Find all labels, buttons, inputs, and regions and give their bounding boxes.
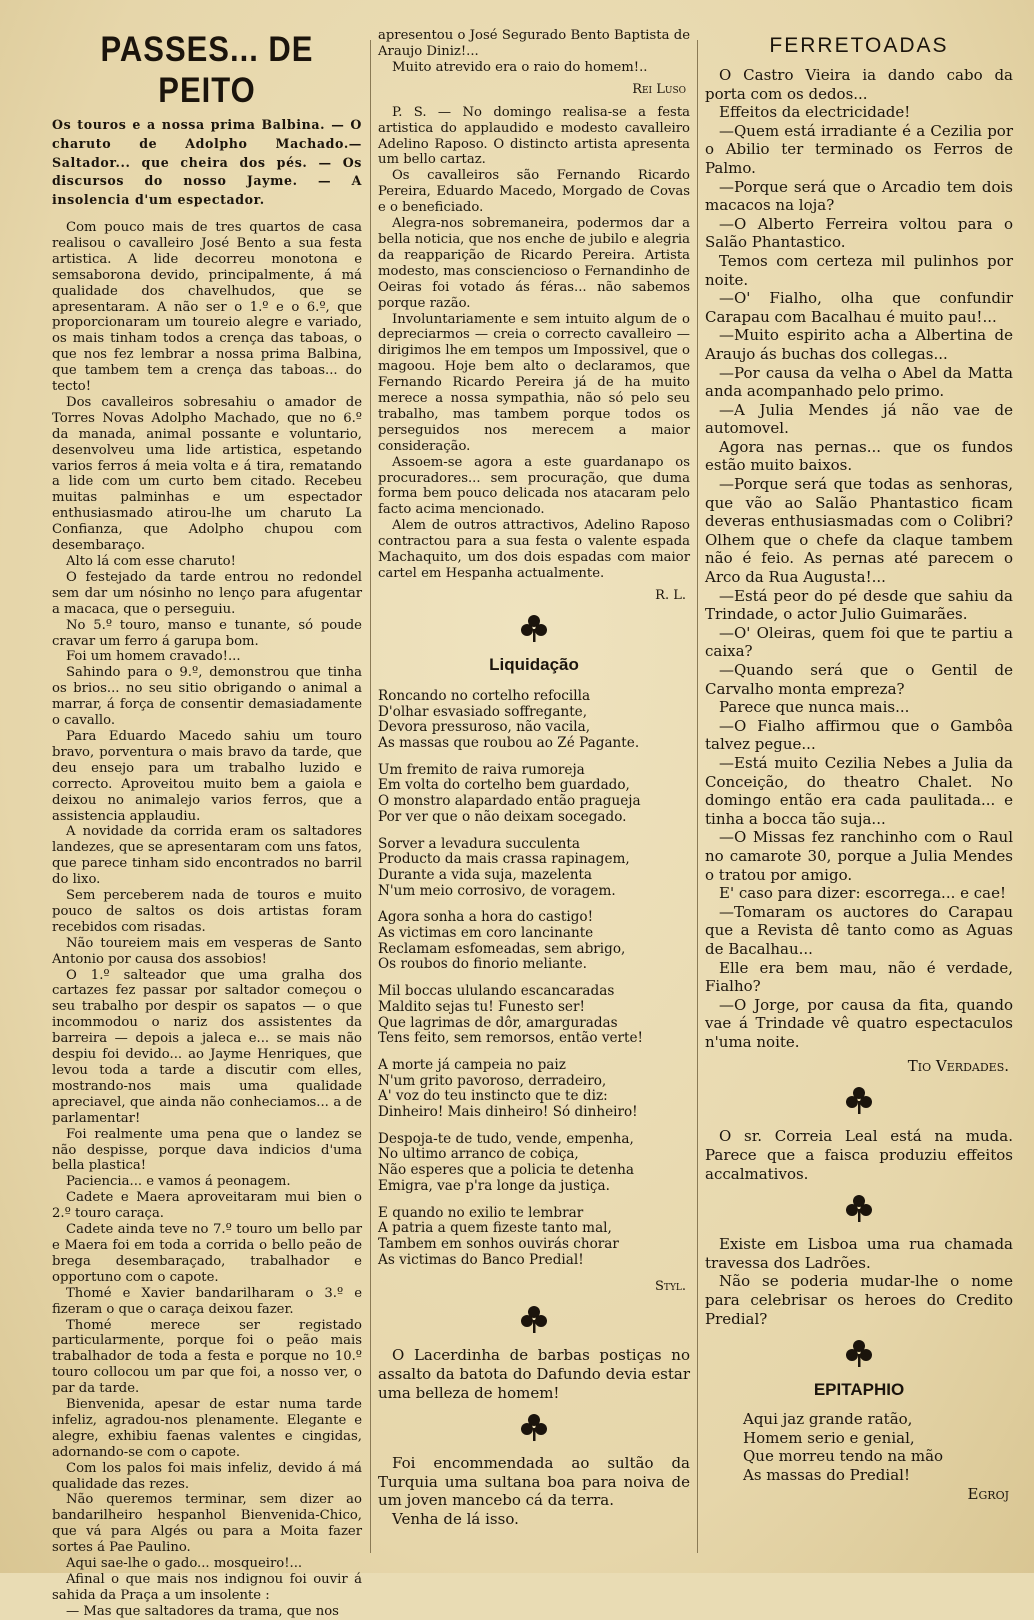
paragraph: Foi realmente uma pena que o landez se não despisse, porque dava indicios d'uma bella plastica! [52,1126,362,1174]
continued-text [378,28,690,76]
verse-line: Um fremito de raiva rumoreja [378,761,585,778]
paragraph: Cadete e Maera aproveitaram mui bien o 2.º touro caraça. [52,1190,362,1222]
paragraph: P. S. — No domingo realisa-se a festa artistica do applaudido e modesto cavalleiro Adelino Raposo. O distincto artista apresenta um bello cartaz. [378,104,690,168]
verse-line: Despoja-te de tudo, vende, empenha, [378,1130,634,1147]
verse-line: Devora pressuroso, não vacila, [378,719,591,736]
verse-line: N'um meio corrosivo, de voragem. [378,882,616,899]
verse-line: As massas que roubou ao Zé Pagante. [378,735,640,752]
paragraph: Thomé e Xavier bandarilharam o 3.º e fizeram o que o caraça deixou fazer. [52,1285,362,1317]
paragraph: O Lacerdinha de barbas postiças no assalto da batota do Dafundo devia estar uma belleza de homem! [378,1346,690,1402]
paragraph: Elle era bem mau, não é verdade, Fialho? [705,958,1013,996]
paragraph: Effeitos da electricidade! [719,103,911,122]
verse-line: Durante a vida suja, mazelenta [378,866,593,883]
column-divider [697,40,698,1553]
paragraph: Com pouco mais de tres quartos de casa realisou o cavalleiro José Bento a sua festa artistica. A lide decorreu monotona e semsaborona devido, principalmente, á má qualidade dos chavelhudos, que se apresentaram. A não ser o 1.º e o 6.º, que proporcionaram um toureio alegre e variado, os mais tinham todos a crença das taboas, o que nos fez lembrar a nossa prima Balbina, que tambem tem a crença das taboas... do tecto! [52,219,362,395]
paragraph: —O' Oleiras, quem foi que te partiu a caixa? [705,623,1013,661]
clover-icon [844,1338,874,1368]
paragraph: —Porque será que o Arcadio tem dois macacos na loja? [705,177,1013,215]
stanza [378,984,690,1047]
verse-line: Roncando no cortelho refocilla [378,687,591,704]
signature: R. L. [655,587,686,603]
column-passes-de-peito [52,28,362,1620]
paragraph: Com los palos foi mais infeliz, devido á má qualidade das rezes. [52,1460,362,1492]
verse-line: Sorver a levadura succulenta [378,835,580,852]
paragraph: Alem de outros attractivos, Adelino Raposo contractou para a sua festa o valente espada Machaquito, um dos dois espadas com maior cartel em Hespanha actualmente. [378,518,690,581]
section-body [705,66,1013,1051]
verse-line: Mil boccas ululando escancaradas [378,983,615,1000]
stanza [378,910,690,973]
epitaph-line: As massas do Predial! [743,1466,910,1484]
paragraph: Paciencia... e vamos á peonagem. [66,1174,291,1190]
paragraph: Dos cavalleiros sobresahiu o amador de Torres Novas Adolpho Machado, que no 6.º da manada, animal possante e voluntario, desenvolveu uma lide artistica, espetando varios ferros á meia volta e á tira, rematando a lide com um curto bem citado. Recebeu muitas palminhas e um espectador enthusiasmado atirou-lhe um charuto La Confianza, que Adolpho chupou com desembaraço. [52,394,362,554]
stanza [378,689,690,752]
verse-line: E quando no exilio te lembrar [378,1204,584,1221]
paragraph: —O Alberto Ferreira voltou para o Salão Phantastico. [705,214,1013,252]
verse-line: Por ver que o não deixam socegado. [378,808,627,825]
epitaph-line: Que morreu tendo na mão [743,1447,944,1466]
paragraph: —Está muito Cezilia Nebes a Julia da Conceição, do theatro Chalet. No domingo então era cada paulitada... e tinha a bocca tão suja... [705,753,1013,828]
clover-icon [844,1193,874,1223]
paragraph: Sahindo para o 9.º, demonstrou que tinha os brios... no seu sitio obrigando o animal a marrar, á força de consentir demasiadamente o cavallo. [52,665,362,729]
paragraph: Sem perceberem nada de touros e muito pouco de saltos os dois artistas foram recebidos com risadas. [52,888,362,935]
verse-line: Tambem em sonhos ouvirás chorar [378,1236,619,1252]
verse-line: Que lagrimas de dôr, amarguradas [378,1014,618,1031]
column-divider [370,40,371,1553]
paragraph: Cadete ainda teve no 7.º touro um bello par e Maera foi em toda a corrida o bello peão de brega desembaraçado, trabalhador e opportuno com o capote. [52,1222,362,1285]
paragraph: Assoem-se agora a este guardanapo os procuradores... sem procuração, que duma forma bem pouco delicada nos atacaram pelo facto acima mencionado. [378,454,690,518]
paragraph: Foi um homem cravado!... [66,649,241,665]
epitaph-line: Aqui jaz grande ratão, [743,1410,913,1429]
verse-line: Em volta do cortelho bem guardado, [378,777,630,794]
note-ladroes: Não se poderia mudar-lhe o nome para celebrisar os heroes do Credito Predial? [705,1272,1013,1328]
verse-line: A morte já campeia no paiz [378,1056,566,1073]
epitaph-line: Homem serio e genial, [743,1428,915,1447]
verse-line: Tens feito, sem remorsos, então verte! [378,1030,644,1047]
verse-line: O monstro alapardado então pragueja [378,793,641,810]
article-subtitle: Os touros e a nossa prima Balbina. — O charuto de Adolpho Machado.—Saltador... que cheira dos pés. — Os discursos do nosso Jayme. — A insolencia d'um espectador. [52,117,362,208]
paragraph: —O Fialho affirmou que o Gambôa talvez pegue... [705,716,1013,754]
column-ferretoadas [705,28,1013,1511]
article-title: PASSES... DE PEITO [100,28,314,111]
paragraph: —Muito espirito acha a Albertina de Araujo ás buchas dos collegas... [705,326,1013,363]
paragraph: —O Jorge, por causa da fita, quando vae á Trindade vê quatro espectaculos n'uma noite. [705,995,1013,1051]
paragraph: O Castro Vieira ia dando cabo da porta com os dedos... [705,66,1013,103]
paragraph: —Está peor do pé desde que sahiu da Trindade, o actor Julio Guimarães. [705,586,1013,624]
article-body [52,220,362,1620]
clover-icon [519,613,549,643]
verse-line: Reclamam esfomeadas, sem abrigo, [378,940,626,957]
paragraph: Os cavalleiros são Fernando Ricardo Pereira, Eduardo Macedo, Morgado de Covas e o beneficiado. [378,168,690,216]
clover-icon [519,1412,549,1442]
note-lacerdinha [378,1346,690,1402]
stanza [378,1206,690,1269]
signature: Tio Verdades. [907,1057,1009,1076]
paragraph: —Porque será que todas as senhoras, que vão ao Salão Phantastico ficam deveras enthusiasmadas com o Colibri? Olhem que o chefe da claque tambem não é feio. As pernas até parecem o Arco da Rua Augusta!... [705,475,1013,587]
paragraph: apresentou o José Segurado Bento Baptista de Araujo Diniz!... [378,28,690,59]
paragraph: E' caso para dizer: escorrega... e cae! [719,884,1007,903]
paragraph: A novidade da corrida eram os saltadores landezes, que se apresentaram com uns fatos, que parece tinham sido encontrados no barril do lixo. [52,824,362,888]
paragraph: Bienvenida, apesar de estar numa tarde infeliz, agradou-nos plenamente. Elegante e alegre, exhibiu faenas valentes e cingidas, adornando-se com o capote. [52,1397,362,1460]
poem [378,689,690,1269]
paragraph: — Mas que saltadores da trama, que nos [66,1603,339,1619]
epitaph-title: EPITAPHIO [813,1380,905,1400]
paragraph: Alegra-nos sobremaneira, podermos dar a bella noticia, que nos enche de jubilo e alegria da reapparição de Ricardo Pereira. Artista modesto, mas consciencioso o Fernandinho de Oeiras foi votado ás féras... não sabemos porque razão. [378,216,690,311]
clover-icon [844,1085,874,1115]
column-middle [378,28,690,1529]
verse-line: Não esperes que a policia te detenha [378,1162,635,1179]
paragraph: Afinal o que mais nos indignou foi ouvir á sahida da Praça a um insolente : [52,1572,362,1603]
signature: Styl. [655,1279,686,1295]
paragraph: —Quem está irradiante é a Cezilia por o Abilio ter terminado os Ferros de Palmo. [705,121,1013,177]
paragraph: —Quando será que o Gentil de Carvalho monta emprezа? [705,661,1013,698]
stanza [378,763,690,826]
paragraph: Thomé merece ser registado particularmente, porque foi o peão mais trabalhador de toda a festa e porque no 10.º touro collocou um par que foi, a nosso ver, o par da tarde. [52,1317,362,1397]
verse-line: N'um grito pavoroso, derradeiro, [378,1072,607,1089]
paragraph: —Tomaram os auctores do Carapau que a Revista dê tanto como as Aguas de Bacalhau... [705,902,1013,958]
epitaph [705,1410,1013,1484]
paragraph: Para Eduardo Macedo sahiu um touro bravo, porventura o mais bravo da tarde, que deu ensejo para um trabalho luzido e correcto. Aproveitou muito bem a gaiola e deixou no animalejo varios ferros, que a assistencia applaudiu. [52,728,362,824]
paragraph: Alto lá com esse charuto! [66,554,236,570]
section-title: FERRETOADAS [769,34,949,57]
verse-line: A' voz do teu instincto que te diz: [378,1088,608,1105]
paragraph: Não toureiem mais em vesperas de Santo Antonio por causa dos assobios! [52,935,362,967]
paragraph: Involuntariamente e sem intuito algum de o depreciarmos — creia o correcto cavalleiro — dirigimos lhe em tempos um Impossivel, que o magoou. Hoje bem alto o declaramos, que Fernando Ricardo Pereira já de ha muito merece a nossa sympathia, não só pelo seu trabalho, mas tambem porque todos os perseguidos nos merecem a maior consideração. [378,311,690,454]
paragraph: No 5.º touro, manso e tunante, só poude cravar um ferro á garupa bom. [52,617,362,649]
paragraph: —O Missas fez ranchinho com o Raul no camarote 30, porque a Julia Mendes o tratou por amigo. [705,828,1013,884]
stanza [378,1132,690,1195]
stanza [378,1058,690,1121]
poem-title: Liquidação [489,654,579,674]
note-sultana [378,1454,690,1528]
verse-line: D'olhar esvasiado soffregante, [378,703,588,720]
verse-line: As victimas em coro lancinante [378,925,594,942]
paragraph: Muito atrevido era o raio do homem!.. [392,59,648,75]
paragraph: —O' Fialho, olha que confundir Carapau com Bacalhau é muito pau!... [705,289,1013,326]
paragraph: Foi encommendada ao sultão da Turquia uma sultana boa para noiva de um joven mancebo cá da terra. [378,1454,690,1510]
paragraph: Aqui sae-lhe o gado... mosqueiro!... [66,1556,303,1572]
verse-line: No ultimo arranco de cobiça, [378,1146,579,1163]
paragraph: —Por causa da velha o Abel da Matta anda acompanhado pelo primo. [705,363,1013,401]
paragraph: —A Julia Mendes já não vae de automovel. [705,400,1013,438]
paragraph: Parece que nunca mais... [719,698,910,717]
verse-line: Dinheiro! Mais dinheiro! Só dinheiro! [378,1104,638,1121]
paragraph: Venha de lá isso. [392,1509,519,1528]
signature: Egroj [967,1484,1009,1503]
verse-line: Maldito sejas tu! Funesto ser! [378,998,585,1015]
paragraph: Agora nas pernas... que os fundos estão muito baixos. [705,437,1013,475]
paragraph: O 1.º salteador que uma gralha dos cartazes fez passar por saltador começou o seu trabalho por despir os sapatos — o que incommodou o nariz dos assistentes da barreira — depois a jaleca e... se mais não despiu foi devido... ao Jayme Henriques, que levou toda a tarde a discutir com elles, mostrando-nos mais uma qualidade apreciavel, que ainda não conheciamos... a de parlamentar! [52,967,362,1126]
clover-icon [519,1304,549,1334]
paragraph: Temos com certeza mil pulinhos por noite. [705,251,1013,289]
verse-line: Emigra, vae p'ra longe da justiça. [378,1177,610,1194]
verse-line: As victimas do Banco Predial! [378,1251,584,1268]
paragraph: Não queremos terminar, sem dizer ao bandarilheiro hespanhol Bienvenida-Chico, que vá para Algés ou para a Moita fazer sortes á Pae Paulino. [52,1492,362,1556]
verse-line: Producto da mais crassa rapinagem, [378,851,630,868]
paragraph: O festejado da tarde entrou no redondel sem dar um nósinho no lenço para afugentar a macaca, que o perseguiu. [52,569,362,617]
signature: Rei Luso [632,81,686,97]
postscript [378,105,690,582]
verse-line: A patria a quem fizeste tanto mal, [378,1220,612,1237]
verse-line: Agora sonha a hora do castigo! [378,909,594,926]
note-correia-leal: O sr. Correia Leal está na muda. Parece que a faisca produziu effeitos accalmativos. [705,1127,1013,1183]
stanza [378,837,690,900]
note-ladroes: Existe em Lisboa uma rua chamada travessa dos Ladrões. [705,1235,1013,1272]
verse-line: Os roubos do finorio meliante. [378,956,587,973]
